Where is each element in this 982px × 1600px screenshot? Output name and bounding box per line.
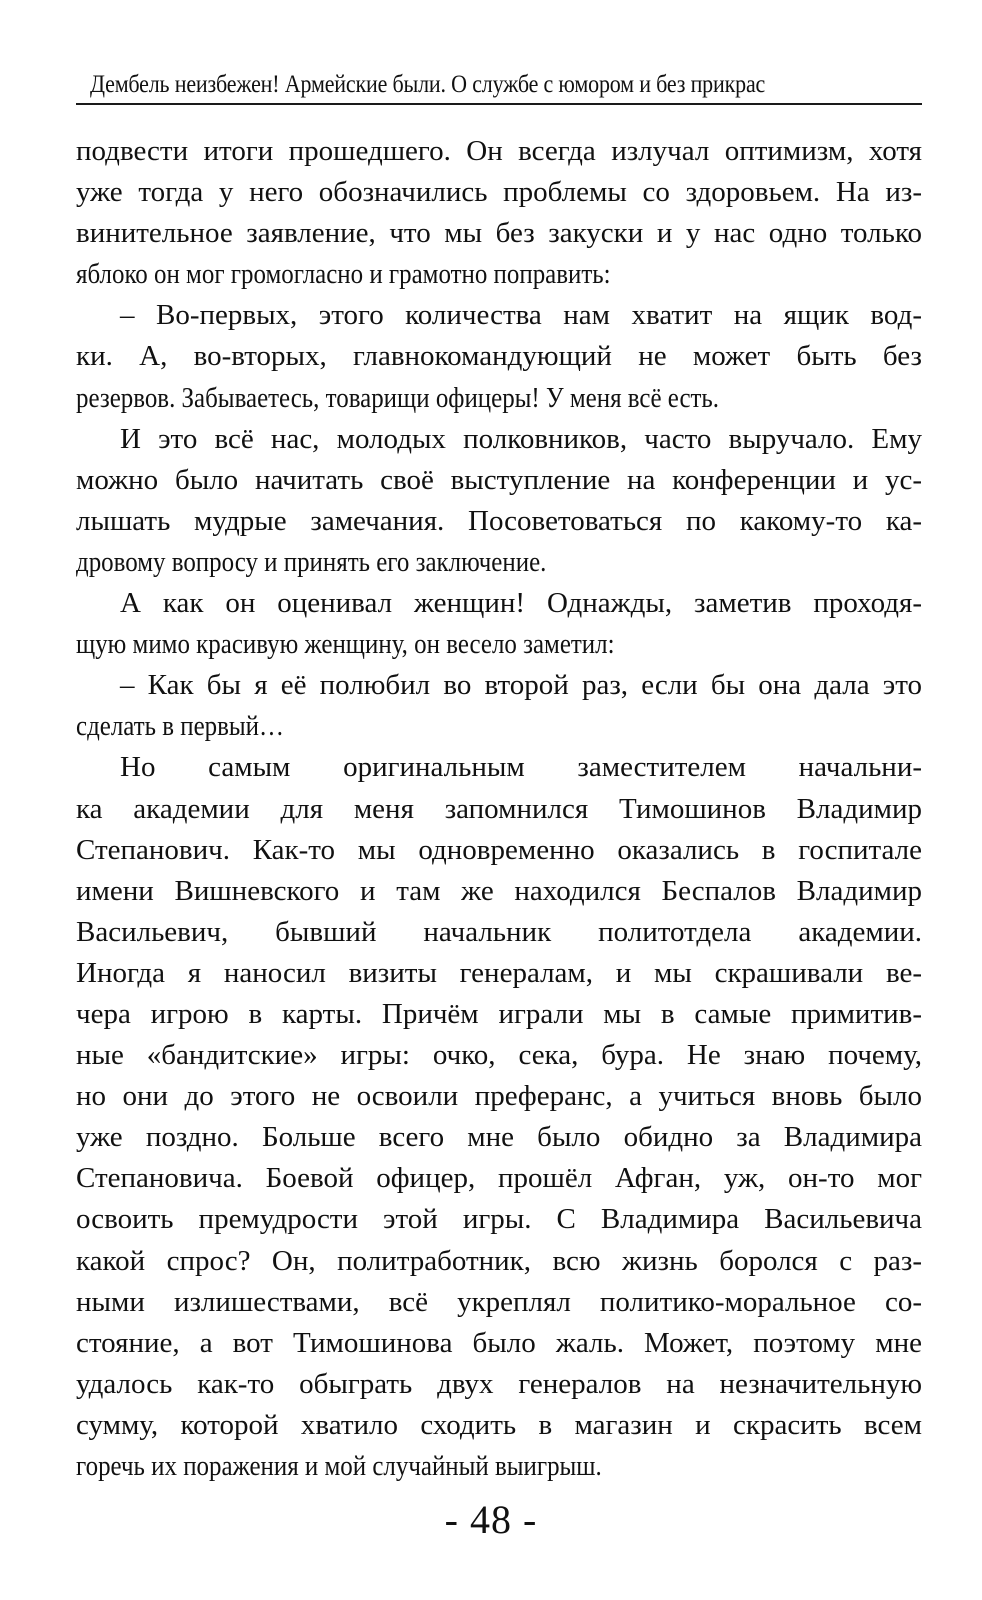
text-line	[76, 665, 922, 706]
text-line-content: дровому вопросу и принять его заключение.	[76, 545, 547, 578]
text-line	[76, 1446, 922, 1487]
text-line	[76, 624, 922, 665]
text-line-content: но они до этого не освоили преферанс, а учиться вновь было	[76, 1080, 922, 1113]
text-line	[76, 747, 922, 788]
text-line-content: Степанович. Как-то мы одновременно оказались в госпитале	[76, 833, 922, 866]
text-line-content: Васильевич, бывший начальник политотдела академии.	[76, 915, 922, 948]
text-line-content: резервов. Забываетесь, товарищи офицеры! У меня всё есть.	[76, 381, 720, 414]
text-line	[76, 1241, 922, 1282]
text-line	[76, 912, 922, 953]
text-line-content: какой спрос? Он, политработник, всю жизнь боролся с раз-	[76, 1244, 922, 1277]
text-line	[76, 706, 922, 747]
text-line	[76, 953, 922, 994]
text-line	[76, 501, 922, 542]
text-line-content: можно было начитать своё выступление на конференции и ус-	[76, 463, 922, 496]
text-line	[76, 131, 922, 172]
text-line-content: уже тогда у него обозначились проблемы со здоровьем. На из-	[76, 176, 922, 209]
text-line-content: лышать мудрые замечания. Посоветоваться по какому-то ка-	[76, 504, 922, 537]
text-line-content: ными излишествами, всё укреплял политико-моральное со-	[76, 1285, 922, 1318]
text-line	[76, 1076, 922, 1117]
text-line-content: – Во-первых, этого количества нам хватит на ящик вод-	[120, 299, 922, 332]
page-number: - 48 -	[444, 1497, 538, 1542]
text-line-content: Но самым оригинальным заместителем начальни-	[120, 751, 922, 784]
text-line	[76, 460, 922, 501]
text-line	[76, 1405, 922, 1446]
text-line	[76, 213, 922, 254]
text-line-content: А как он оценивал женщин! Однажды, заметив проходя-	[120, 587, 922, 620]
text-line	[76, 1323, 922, 1364]
body-text	[76, 131, 922, 1487]
text-line-content: удалось как-то обыграть двух генералов на незначительную	[76, 1367, 922, 1400]
text-line	[76, 336, 922, 377]
text-line	[76, 1035, 922, 1076]
text-line-content: щую мимо красивую женщину, он весело заметил:	[76, 628, 615, 661]
text-line-content: освоить премудрости этой игры. С Владимира Васильевича	[76, 1203, 922, 1236]
text-line	[76, 1364, 922, 1405]
text-line	[76, 295, 922, 336]
text-line	[76, 1117, 922, 1158]
text-line-content: сумму, которой хватило сходить в магазин и скрасить всем	[76, 1408, 922, 1441]
text-line-content: горечь их поражения и мой случайный выигрыш.	[76, 1450, 602, 1482]
text-line	[76, 254, 922, 295]
text-line-content: Иногда я наносил визиты генералам, и мы скрашивали ве-	[76, 956, 922, 989]
text-line-content: винительное заявление, что мы без закуски и у нас одно только	[76, 217, 922, 250]
text-line	[76, 871, 922, 912]
running-header	[76, 70, 922, 102]
text-line-content: сделать в первый…	[76, 710, 284, 743]
text-line-content: Степановича. Боевой офицер, прошёл Афган, уж, он-то мог	[76, 1162, 922, 1195]
text-line	[76, 172, 922, 213]
text-line-content: стояние, а вот Тимошинова было жаль. Может, поэтому мне	[76, 1326, 922, 1359]
text-line	[76, 542, 922, 583]
text-line	[76, 1282, 922, 1323]
text-line-content: имени Вишневского и там же находился Беспалов Владимир	[76, 874, 922, 907]
text-line	[76, 419, 922, 460]
text-line	[76, 1199, 922, 1240]
text-line-content: яблоко он мог громогласно и грамотно поправить:	[76, 258, 611, 291]
text-line	[76, 378, 922, 419]
text-line-content: ка академии для меня запомнился Тимошинов Владимир	[76, 792, 922, 825]
text-line-content: ные «бандитские» игры: очко, сека, бура. Не знаю почему,	[76, 1039, 922, 1072]
text-line-content: – Как бы я её полюбил во второй раз, если бы она дала это	[120, 669, 922, 702]
text-line-content: И это всё нас, молодых полковников, часто выручало. Ему	[120, 422, 922, 455]
text-line	[76, 830, 922, 871]
text-line-content: подвести итоги прошедшего. Он всегда излучал оптимизм, хотя	[76, 135, 922, 167]
text-line	[76, 789, 922, 830]
running-header-title: Дембель неизбежен! Армейские были. О службе с юмором и без прикрас	[90, 71, 766, 98]
text-line	[76, 583, 922, 624]
text-line	[76, 1158, 922, 1199]
text-line-content: ки. А, во-вторых, главнокомандующий не может быть без	[76, 340, 922, 373]
text-line-content: уже поздно. Больше всего мне было обидно за Владимира	[76, 1121, 922, 1154]
text-line	[76, 994, 922, 1035]
text-line-content: чера игрою в карты. Причём играли мы в самые примитив-	[76, 997, 922, 1030]
header-rule	[76, 103, 922, 105]
